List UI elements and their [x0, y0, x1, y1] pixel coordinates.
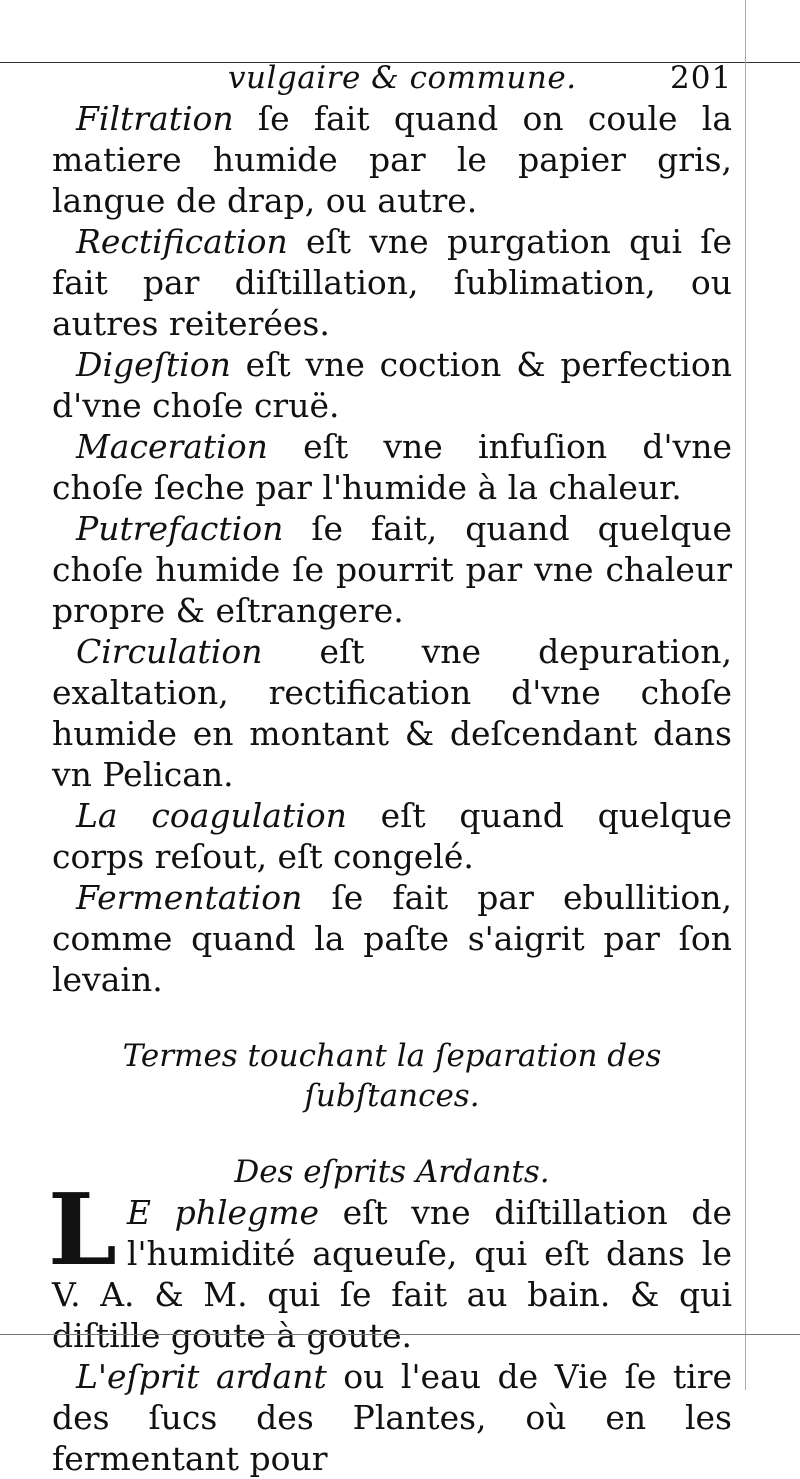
definition: ou l'eau de Vie ſe tire des ſucs des Plantes, où en les fermentant pour: [52, 1357, 732, 1478]
term: La coagulation: [76, 796, 347, 835]
definition: ſe fait par ebullition, comme quand la paſte s'aigrit par ſon levain.: [52, 878, 732, 999]
definition: eſt vne coction & perfection d'vne choſe cruë.: [52, 345, 732, 425]
definition: eſt vne infuſion d'vne choſe ſeche par l'humide à la chaleur.: [52, 427, 732, 507]
term: E phlegme: [126, 1193, 320, 1232]
term: Digeſtion: [76, 345, 231, 384]
paragraph-fermentation: [52, 877, 732, 1000]
definition: eſt vne depuration, exaltation, rectification d'vne choſe humide en montant & deſcendant dans vn Pelican.: [52, 632, 732, 794]
footer-rule: [0, 1334, 800, 1335]
term: Rectification: [76, 222, 288, 261]
paragraph-circulation: [52, 631, 732, 795]
paragraph-maceration: [52, 426, 732, 508]
page-edge: [745, 0, 746, 1390]
paragraph-esprit-ardant: [52, 1356, 732, 1479]
paragraph-phlegme: [48, 1173, 732, 1356]
term: L'eſprit ardant: [76, 1357, 327, 1396]
definition: ſe fait quand on coule la matiere humide par le papier gris, langue de drap, ou autre.: [52, 99, 732, 220]
paragraph-rectification: [52, 221, 732, 344]
page-number: 201: [670, 60, 733, 96]
body-text: [48, 98, 732, 1479]
drop-cap-initial: L: [48, 1173, 117, 1288]
running-head: vulgaire & commune.: [228, 60, 577, 96]
term: Filtration: [76, 99, 234, 138]
term: Maceration: [76, 427, 268, 466]
term: Putrefaction: [76, 509, 284, 548]
definition: eſt vne diſtillation de l'humidité aqueuſe, qui eſt dans le V. A. & M. qui ſe fait au bain. & qui diſtille goute à goute.: [52, 1193, 732, 1355]
term: Circulation: [76, 632, 263, 671]
subsection-title: Des eſprits Ardants.: [234, 1154, 550, 1190]
paragraph-digestion: [52, 344, 732, 426]
definition: eſt vne purgation qui ſe fait par diſtillation, ſublimation, ou autres reiterées.: [52, 222, 732, 343]
definition: eſt quand quelque corps reſout, eſt congelé.: [52, 796, 732, 876]
section-title: Termes touchant la ſeparation des ſubſtances.: [122, 1038, 662, 1114]
term: Fermentation: [76, 878, 303, 917]
paragraph-filtration: [52, 98, 732, 221]
paragraph-coagulation: [52, 795, 732, 877]
paragraph-putrefaction: [52, 508, 732, 631]
definition: ſe fait, quand quelque choſe humide ſe pourrit par vne chaleur propre & eſtrangere.: [52, 509, 732, 630]
